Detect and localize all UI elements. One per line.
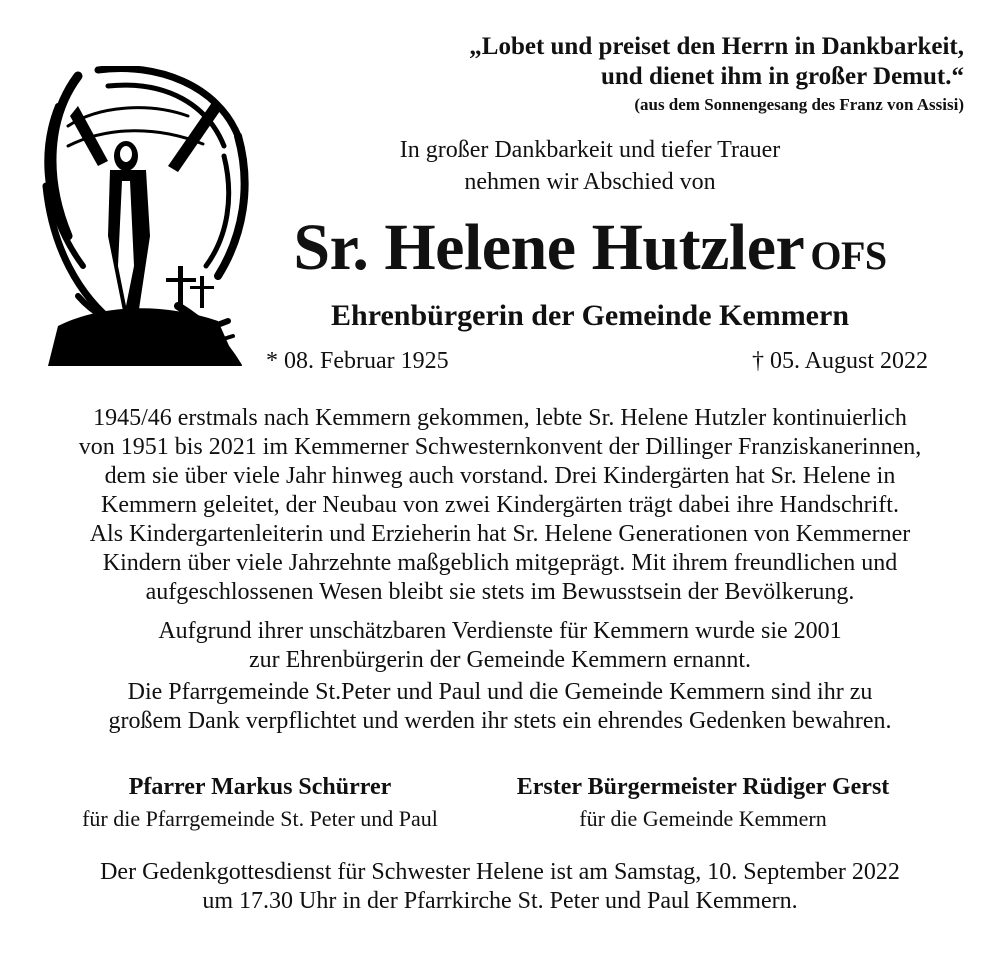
signatory-name: Erster Bürgermeister Rüdiger Gerst [516,774,890,800]
biography-line: von 1951 bis 2021 im Kemmerner Schwesternkonvent der Dillinger Franziskanerinnen, [78,434,922,460]
intro-line: nehmen wir Abschied von [464,169,716,195]
honorary-line: Aufgrund ihrer unschätzbaren Verdienste für Kemmern wurde sie 2001 [158,618,842,644]
honorary-title: Ehrenbürgerin der Gemeinde Kemmern [331,299,849,332]
signatory-mayor [468,772,938,836]
signatory-pastor [40,772,480,836]
name-suffix: OFS [810,233,887,278]
biography-line: Als Kindergartenleiterin und Erzieherin hat Sr. Helene Generationen von Kemmerner [89,521,911,547]
death-date: † 05. August 2022 [751,348,928,374]
biography-line: Kindern über viele Jahrzehnte maßgeblich mitgeprägt. Mit ihrem freundlichen und [102,550,898,576]
service-line: um 17.30 Uhr in der Pfarrkirche St. Peter und Paul Kemmern. [202,888,798,914]
signatory-affiliation: für die Pfarrgemeinde St. Peter und Paul [82,806,438,831]
gratitude-line: großem Dank verpflichtet und werden ihr stets ein ehrendes Gedenken bewahren. [108,708,892,734]
biography-paragraph [20,404,980,607]
deceased-name [240,208,940,296]
intro-line: In großer Dankbarkeit und tiefer Trauer [399,137,781,163]
honorary-citizenship-paragraph [20,617,980,675]
quote-line: und dienet ihm in großer Demut.“ [600,63,964,90]
gratitude-paragraph [20,678,980,736]
signatory-name: Pfarrer Markus Schürrer [128,774,392,800]
name-main: Sr. Helene Hutzler [293,211,805,284]
honorary-line: zur Ehrenbürgerin der Gemeinde Kemmern ernannt. [248,647,752,673]
biography-line: dem sie über viele Jahr hinweg auch vorstand. Drei Kindergärten hat Sr. Helene in [104,463,896,489]
quote-source: (aus dem Sonnengesang des Franz von Assisi) [634,95,964,114]
biography-line: aufgeschlossenen Wesen bleibt sie stets im Bewusstsein der Bevölkerung. [145,579,855,605]
biography-line: Kemmern geleitet, der Neubau von zwei Kindergärten trägt dabei ihre Handschrift. [101,492,899,518]
signatory-affiliation: für die Gemeinde Kemmern [579,806,827,831]
quote-line: „Lobet und preiset den Herrn in Dankbarkeit, [469,33,964,60]
opening-quote [364,32,964,118]
biography-line: 1945/46 erstmals nach Kemmern gekommen, lebte Sr. Helene Hutzler kontinuierlich [93,405,907,431]
gratitude-line: Die Pfarrgemeinde St.Peter und Paul und die Gemeinde Kemmern sind ihr zu [127,679,873,705]
service-line: Der Gedenkgottesdienst für Schwester Helene ist am Samstag, 10. September 2022 [100,859,900,885]
intro-text [280,134,900,198]
risen-christ-woodcut-image [38,66,252,366]
birth-date: * 08. Februar 1925 [266,348,449,374]
memorial-service-notice [20,858,980,916]
